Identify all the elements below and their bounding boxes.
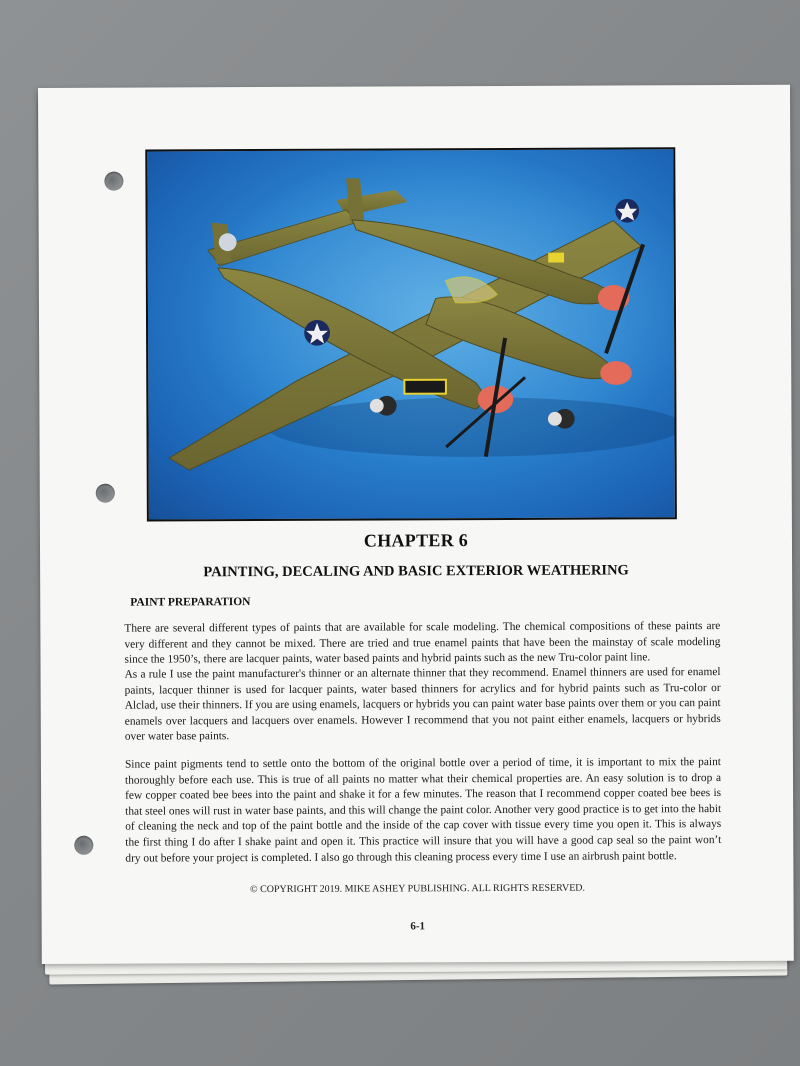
section-heading: PAINT PREPARATION bbox=[130, 596, 251, 609]
copyright-notice: © COPYRIGHT 2019. MIKE ASHEY PUBLISHING. ALL RIGHTS RESERVED. bbox=[249, 882, 586, 896]
paragraph-1: There are several different types of paints that are available for scale modeling. The chemical compositions of these paints are very different and they cannot be mixed. There are tried and true enamel paints that have been the mainstay of scale modeling since the 1950’s, there are lacquer paints, water based paints and hybrid paints such as the new Tru-color paint line. bbox=[124, 620, 721, 666]
binder-hole-bottom bbox=[74, 836, 93, 855]
chapter-title: PAINTING, DECALING AND BASIC EXTERIOR WEATHERING bbox=[203, 562, 629, 581]
chapter-number: CHAPTER 6 bbox=[363, 530, 469, 551]
page-number: 6-1 bbox=[410, 920, 426, 933]
model-aircraft-photo bbox=[145, 147, 677, 521]
p38-model-illustration bbox=[147, 149, 675, 519]
binder-hole-middle bbox=[96, 484, 115, 503]
paragraph-3: Since paint pigments tend to settle onto the bottom of the original bottle over a period of time, it is important to mix the paint thoroughly before each use. This is true of all paints no matter what their chemical properties are. An easy solution is to drop a few copper coated bee bees into the paint and shake it for a few minutes. The reason that I recommend copper coated bee bees is that steel ones will rust in water base paints, and this will change the paint color. Another very good practice is to get into the habit of cleaning the neck and top of the paint bottle and the inside of the cap cover with tissue every time you open it. This is always the first thing I do after I shake paint and open it. This practice will insure that you will have a good cap seal so the paint won’t dry out before your project is completed. I also go through this cleaning process every time I use an airbrush paint bottle. bbox=[124, 756, 722, 865]
binder-hole-top bbox=[104, 172, 123, 191]
book-page bbox=[38, 85, 794, 964]
paragraph-2: As a rule I use the paint manufacturer's thinner or an alternate thinner that they recommend. Enamel thinners are used for enamel paints, lacquer thinner is used for lacquer paints, water based thinners for acrylics and for hybrid paints such as Tru-color or Alclad, use their thinners. If you are using enamels, lacquers or hybrids you can paint water base paints over them or you can paint enamels over lacquers and lacquers over enamels. However I recommend that you not paint either enamels, lacquers or hybrids over water base paints. bbox=[124, 666, 721, 744]
